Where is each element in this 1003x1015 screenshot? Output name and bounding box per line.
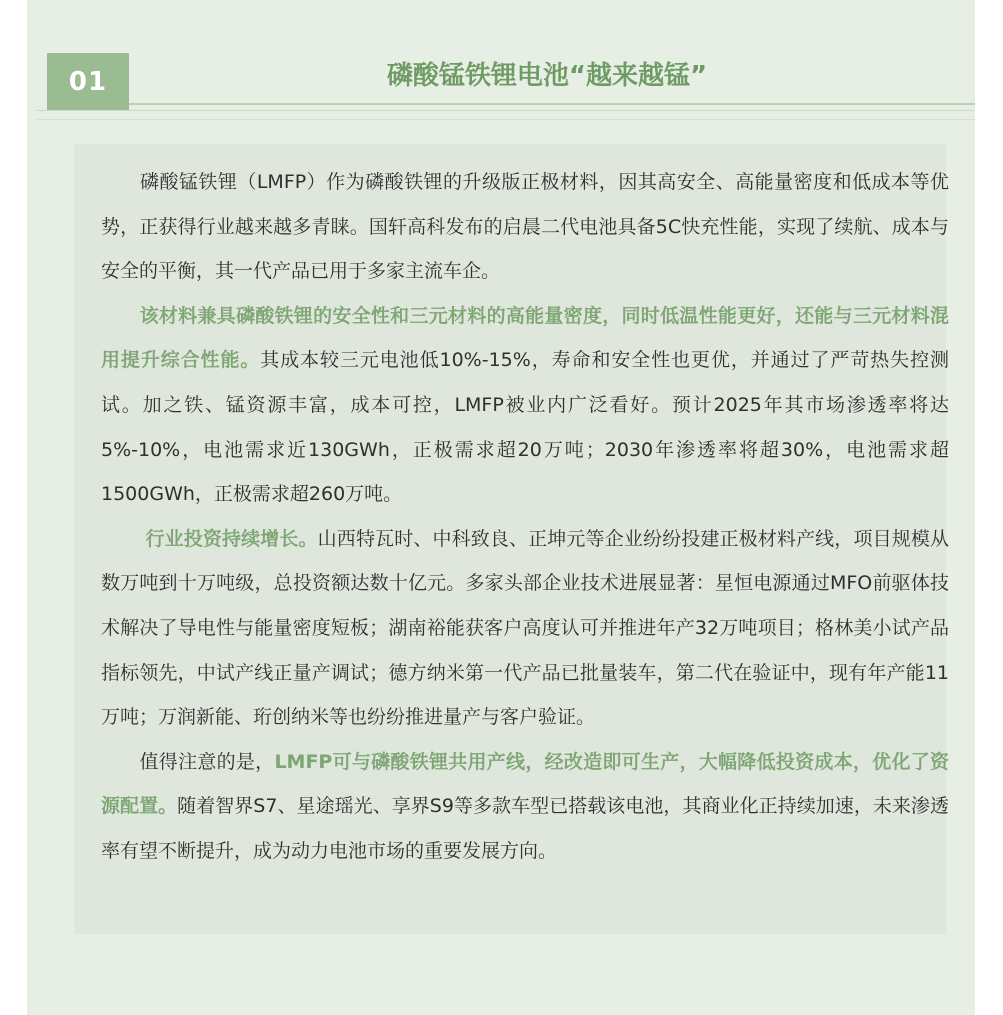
paragraph-2: [101, 294, 949, 517]
paragraph-lead: [101, 171, 140, 193]
paragraph-lead: [101, 305, 140, 327]
paragraph-highlight: 行业投资持续增长。: [145, 527, 318, 550]
paragraph-lead: [101, 528, 145, 550]
title-underline: [129, 103, 975, 105]
paragraph-3: [101, 517, 949, 740]
paragraph-highlight: LMFP可与磷酸铁锂共用产线，经改造即可生产，大幅降低投资成本，优化了资源配置。: [101, 750, 949, 818]
content-panel: [74, 144, 949, 934]
divider-line: [37, 119, 975, 120]
article-page: [27, 0, 975, 1015]
article-body: [101, 160, 949, 874]
paragraph-text: 山西特瓦时、中科致良、正坤元等企业纷纷投建正极材料产线，项目规模从数万吨到十万吨级，总投资额达数十亿元。多家头部企业技术进展显著：星恒电源通过MFO前驱体技术解决了导电性与能量密度短板；湖南裕能获客户高度认可并推进年产32万吨项目；格林美小试产品指标领先，中试产线正量产调试；德方纳米第一代产品已批量装车，第二代在验证中，现有年产能11万吨；万润新能、珩创纳米等也纷纷推进量产与客户验证。: [101, 527, 949, 729]
divider-line: [37, 110, 975, 111]
paragraph-lead: 值得注意的是，: [101, 750, 275, 773]
paragraph-highlight: 该材料兼具磷酸铁锂的安全性和三元材料的高能量密度，同时低温性能更好，还能与三元材料混用提升综合性能。: [101, 304, 949, 372]
section-title: 磷酸锰铁锂电池“越来越锰”: [386, 61, 708, 91]
paragraph-text: 随着智界S7、星途瑶光、享界S9等多款车型已搭载该电池，其商业化正持续加速，未来渗透率有望不断提升，成为动力电池市场的重要发展方向。: [101, 795, 949, 862]
paragraph-text: 磷酸锰铁锂（LMFP）作为磷酸铁锂的升级版正极材料，因其高安全、高能量密度和低成本等优势，正获得行业越来越多青睐。国轩高科发布的启晨二代电池具备5C快充性能，实现了续航、成本与安全的平衡，其一代产品已用于多家主流车企。: [101, 171, 949, 283]
section-number-badge: 01: [47, 53, 129, 110]
paragraph-1: [101, 160, 949, 294]
paragraph-4: [101, 740, 949, 874]
paragraph-text: 其成本较三元电池低10%-15%，寿命和安全性也更优，并通过了严苛热失控测试。加之铁、锰资源丰富，成本可控，LMFP被业内广泛看好。预计2025年其市场渗透率将达5%-10%，电池需求近130GWh，正极需求超20万吨；2030年渗透率将超30%，电池需求超1500GWh，正极需求超260万吨。: [101, 349, 949, 506]
